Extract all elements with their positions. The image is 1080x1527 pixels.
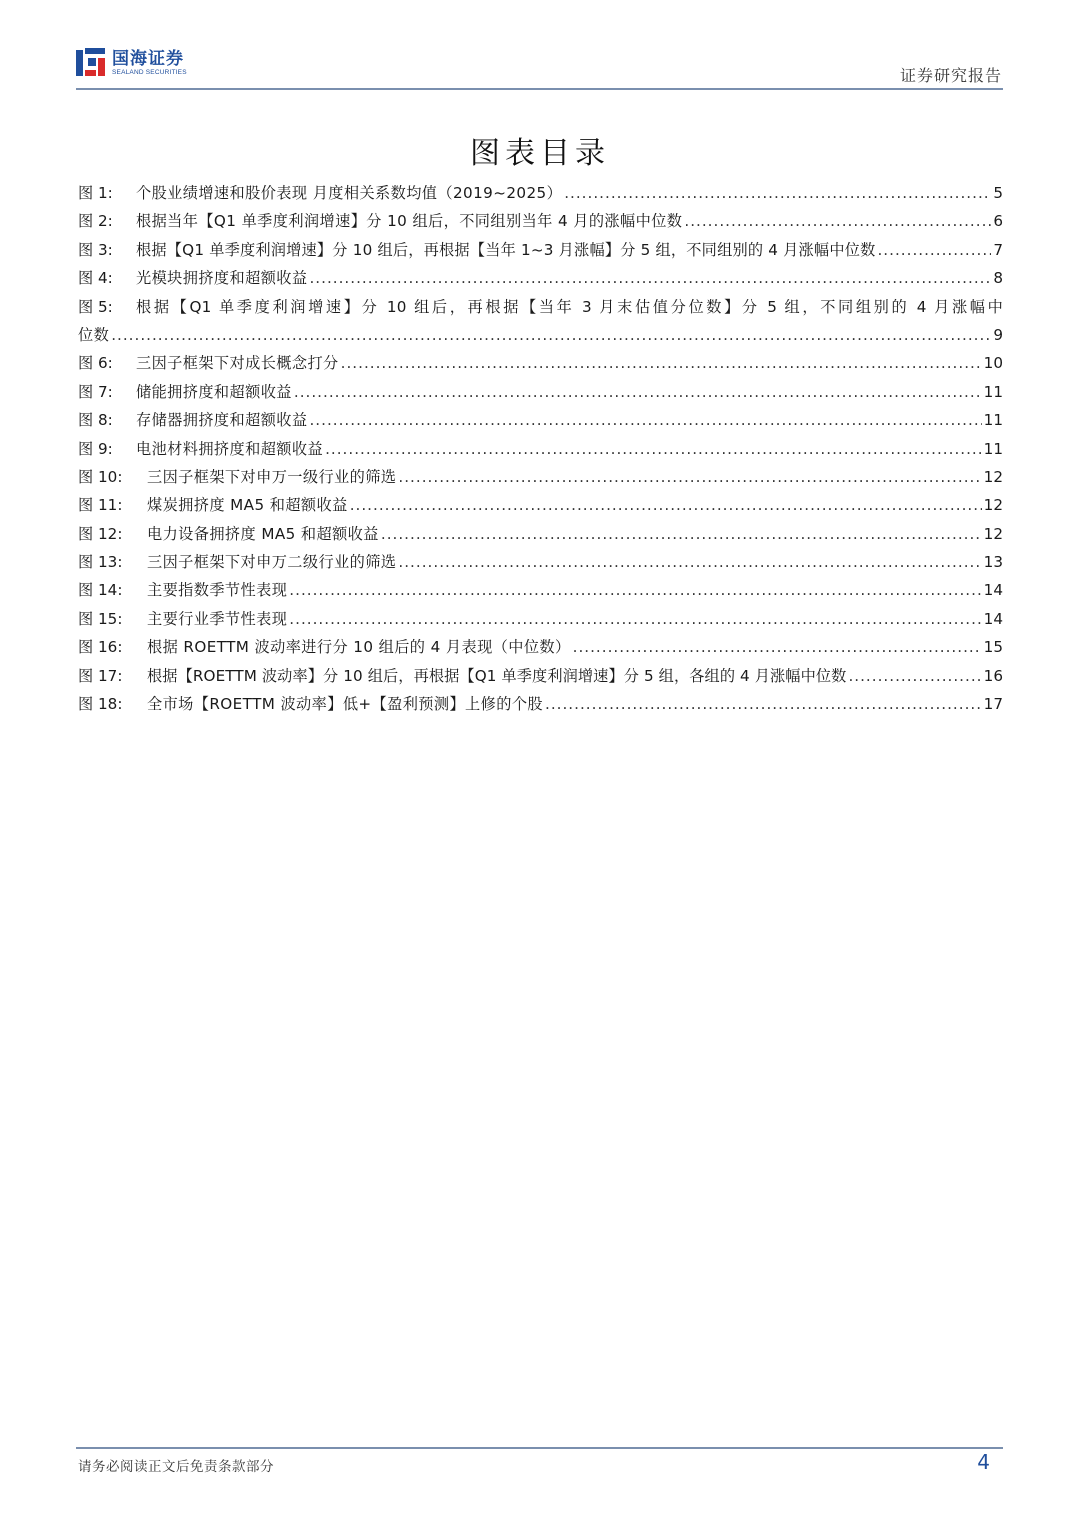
toc-entry[interactable]: [78, 349, 1003, 377]
toc-entry-page: 14: [983, 581, 1003, 600]
toc-entry-label: 图 18:: [78, 695, 123, 714]
toc-entry-title: 存储器拥挤度和超额收益: [136, 411, 308, 430]
toc-entry-label: 图 11:: [78, 496, 123, 515]
report-type-label: 证券研究报告: [899, 66, 1002, 85]
toc-entry[interactable]: [78, 406, 1003, 434]
toc-entry[interactable]: [78, 207, 1003, 235]
toc-leader-dots: [294, 378, 982, 406]
toc-entry[interactable]: [78, 236, 1003, 264]
toc-leader-dots: [350, 491, 982, 519]
toc-entry-title-continued: 位数: [78, 325, 110, 344]
toc-entry[interactable]: [78, 633, 1003, 661]
toc-entry-title: 电池材料拥挤度和超额收益: [136, 439, 324, 458]
toc-entry-label: 图 14:: [78, 581, 123, 600]
toc-leader-dots: [309, 406, 981, 434]
toc-entry[interactable]: [78, 548, 1003, 576]
toc-entry-label: 图 13:: [78, 553, 123, 572]
toc-entry-label: 图 17:: [78, 666, 123, 685]
page-title: 图表目录: [470, 136, 610, 171]
header-divider: [76, 88, 1003, 90]
toc-entry[interactable]: [78, 605, 1003, 633]
toc-entry[interactable]: [78, 520, 1003, 548]
footer-divider: [76, 1447, 1003, 1449]
toc-leader-dots: [398, 548, 981, 576]
toc-entry-title: 根据当年【Q1 单季度利润增速】分 10 组后，不同组别当年 4 月的涨幅中位数: [136, 212, 683, 231]
toc-entry-page: 8: [993, 269, 1003, 288]
toc-entry-label: 图 6:: [78, 354, 113, 373]
toc-entry-page: 15: [983, 638, 1003, 657]
toc-entry-page: 16: [983, 666, 1003, 685]
toc-entry-label: 图 7:: [78, 382, 113, 401]
toc-entry[interactable]: [78, 264, 1003, 292]
toc-entry-title: 三因子框架下对申万一级行业的筛选: [147, 467, 397, 486]
toc-entry[interactable]: [78, 378, 1003, 406]
toc-entry-title: 主要指数季节性表现: [147, 581, 288, 600]
toc-entry[interactable]: [78, 491, 1003, 519]
toc-leader-dots: [325, 435, 982, 463]
toc-entry-page: 6: [993, 212, 1003, 231]
sealand-logo: [76, 46, 187, 80]
logo-chinese-name: 国海证券: [112, 48, 184, 69]
toc-leader-dots: [877, 236, 991, 264]
toc-leader-dots: [111, 321, 991, 349]
toc-entry-label: 图 3:: [78, 240, 113, 259]
toc-entry-label: 图 15:: [78, 609, 123, 628]
toc-entry-title: 根据【Q1 单季度利润增速】分 10 组后，再根据【当年 3 月末估值分位数】分 5 组，不同组别的 4 月涨幅中: [136, 297, 1003, 316]
toc-entry-title: 全市场【ROETTM 波动率】低+【盈利预测】上修的个股: [147, 695, 543, 714]
toc-leader-dots: [381, 520, 982, 548]
toc-entry[interactable]: [78, 662, 1003, 690]
logo-english-name: SEALAND SECURITIES: [112, 68, 187, 76]
toc-leader-dots: [545, 690, 982, 718]
toc-leader-dots: [289, 576, 981, 604]
toc-entry-label: 图 1:: [78, 184, 113, 202]
toc-entry-page: 11: [983, 382, 1003, 401]
toc-entry-page: 11: [983, 411, 1003, 430]
toc-entry-title: 三因子框架下对成长概念打分: [136, 354, 339, 373]
toc-entry-page: 7: [993, 240, 1003, 259]
toc-entry-title: 光模块拥挤度和超额收益: [136, 269, 308, 288]
toc-entry-label: 图 2:: [78, 212, 113, 231]
toc-entry-label: 图 8:: [78, 411, 113, 430]
footer-disclaimer: 请务必阅读正文后免责条款部分: [78, 1459, 274, 1475]
toc-entry-page: 12: [983, 467, 1003, 486]
toc-entry-title: 储能拥挤度和超额收益: [136, 382, 292, 401]
toc-entry-page: 14: [983, 609, 1003, 628]
toc-entry[interactable]: [78, 463, 1003, 491]
toc-entry-label: 图 9:: [78, 439, 113, 458]
toc-leader-dots: [684, 207, 991, 235]
toc-entry-page: 5: [993, 184, 1003, 202]
table-of-figures: [78, 179, 1003, 718]
page-number: 4: [977, 1450, 990, 1474]
toc-leader-dots: [848, 662, 981, 690]
toc-entry[interactable]: [78, 690, 1003, 718]
toc-leader-dots: [573, 633, 982, 661]
toc-leader-dots: [289, 605, 981, 633]
toc-entry-page: 13: [983, 553, 1003, 572]
toc-entry-label: 图 10:: [78, 467, 123, 486]
toc-entry-title: 个股业绩增速和股价表现 月度相关系数均值（2019~2025）: [136, 184, 563, 202]
toc-entry-title: 三因子框架下对申万二级行业的筛选: [147, 553, 397, 572]
toc-entry-page: 12: [983, 496, 1003, 515]
toc-entry-page: 17: [983, 695, 1003, 714]
toc-entry-label: 图 16:: [78, 638, 123, 657]
toc-entry-label: 图 5:: [78, 297, 113, 316]
toc-leader-dots: [309, 264, 991, 292]
toc-entry-page: 10: [983, 354, 1003, 373]
toc-entry-label: 图 4:: [78, 269, 113, 288]
sealand-logo-mark: [76, 48, 106, 78]
toc-entry[interactable]: [78, 179, 1003, 207]
toc-entry-title: 电力设备拥挤度 MA5 和超额收益: [147, 524, 379, 543]
toc-leader-dots: [341, 349, 982, 377]
toc-entry-page: 11: [983, 439, 1003, 458]
toc-leader-dots: [564, 179, 991, 207]
toc-entry-title: 根据 ROETTM 波动率进行分 10 组后的 4 月表现（中位数）: [147, 638, 571, 657]
toc-entry-title: 主要行业季节性表现: [147, 609, 288, 628]
toc-entry-label: 图 12:: [78, 524, 123, 543]
toc-entry-page: 12: [983, 524, 1003, 543]
toc-leader-dots: [398, 463, 981, 491]
toc-entry-title: 根据【ROETTM 波动率】分 10 组后，再根据【Q1 单季度利润增速】分 5 组，各组的 4 月涨幅中位数: [147, 666, 847, 685]
toc-entry-title: 煤炭拥挤度 MA5 和超额收益: [147, 496, 348, 515]
toc-entry[interactable]: [78, 435, 1003, 463]
toc-entry-title: 根据【Q1 单季度利润增速】分 10 组后，再根据【当年 1~3 月涨幅】分 5 组，不同组别的 4 月涨幅中位数: [136, 240, 876, 259]
toc-entry-page: 9: [993, 325, 1003, 344]
toc-entry[interactable]: [78, 576, 1003, 604]
toc-entry[interactable]: [78, 293, 1003, 350]
